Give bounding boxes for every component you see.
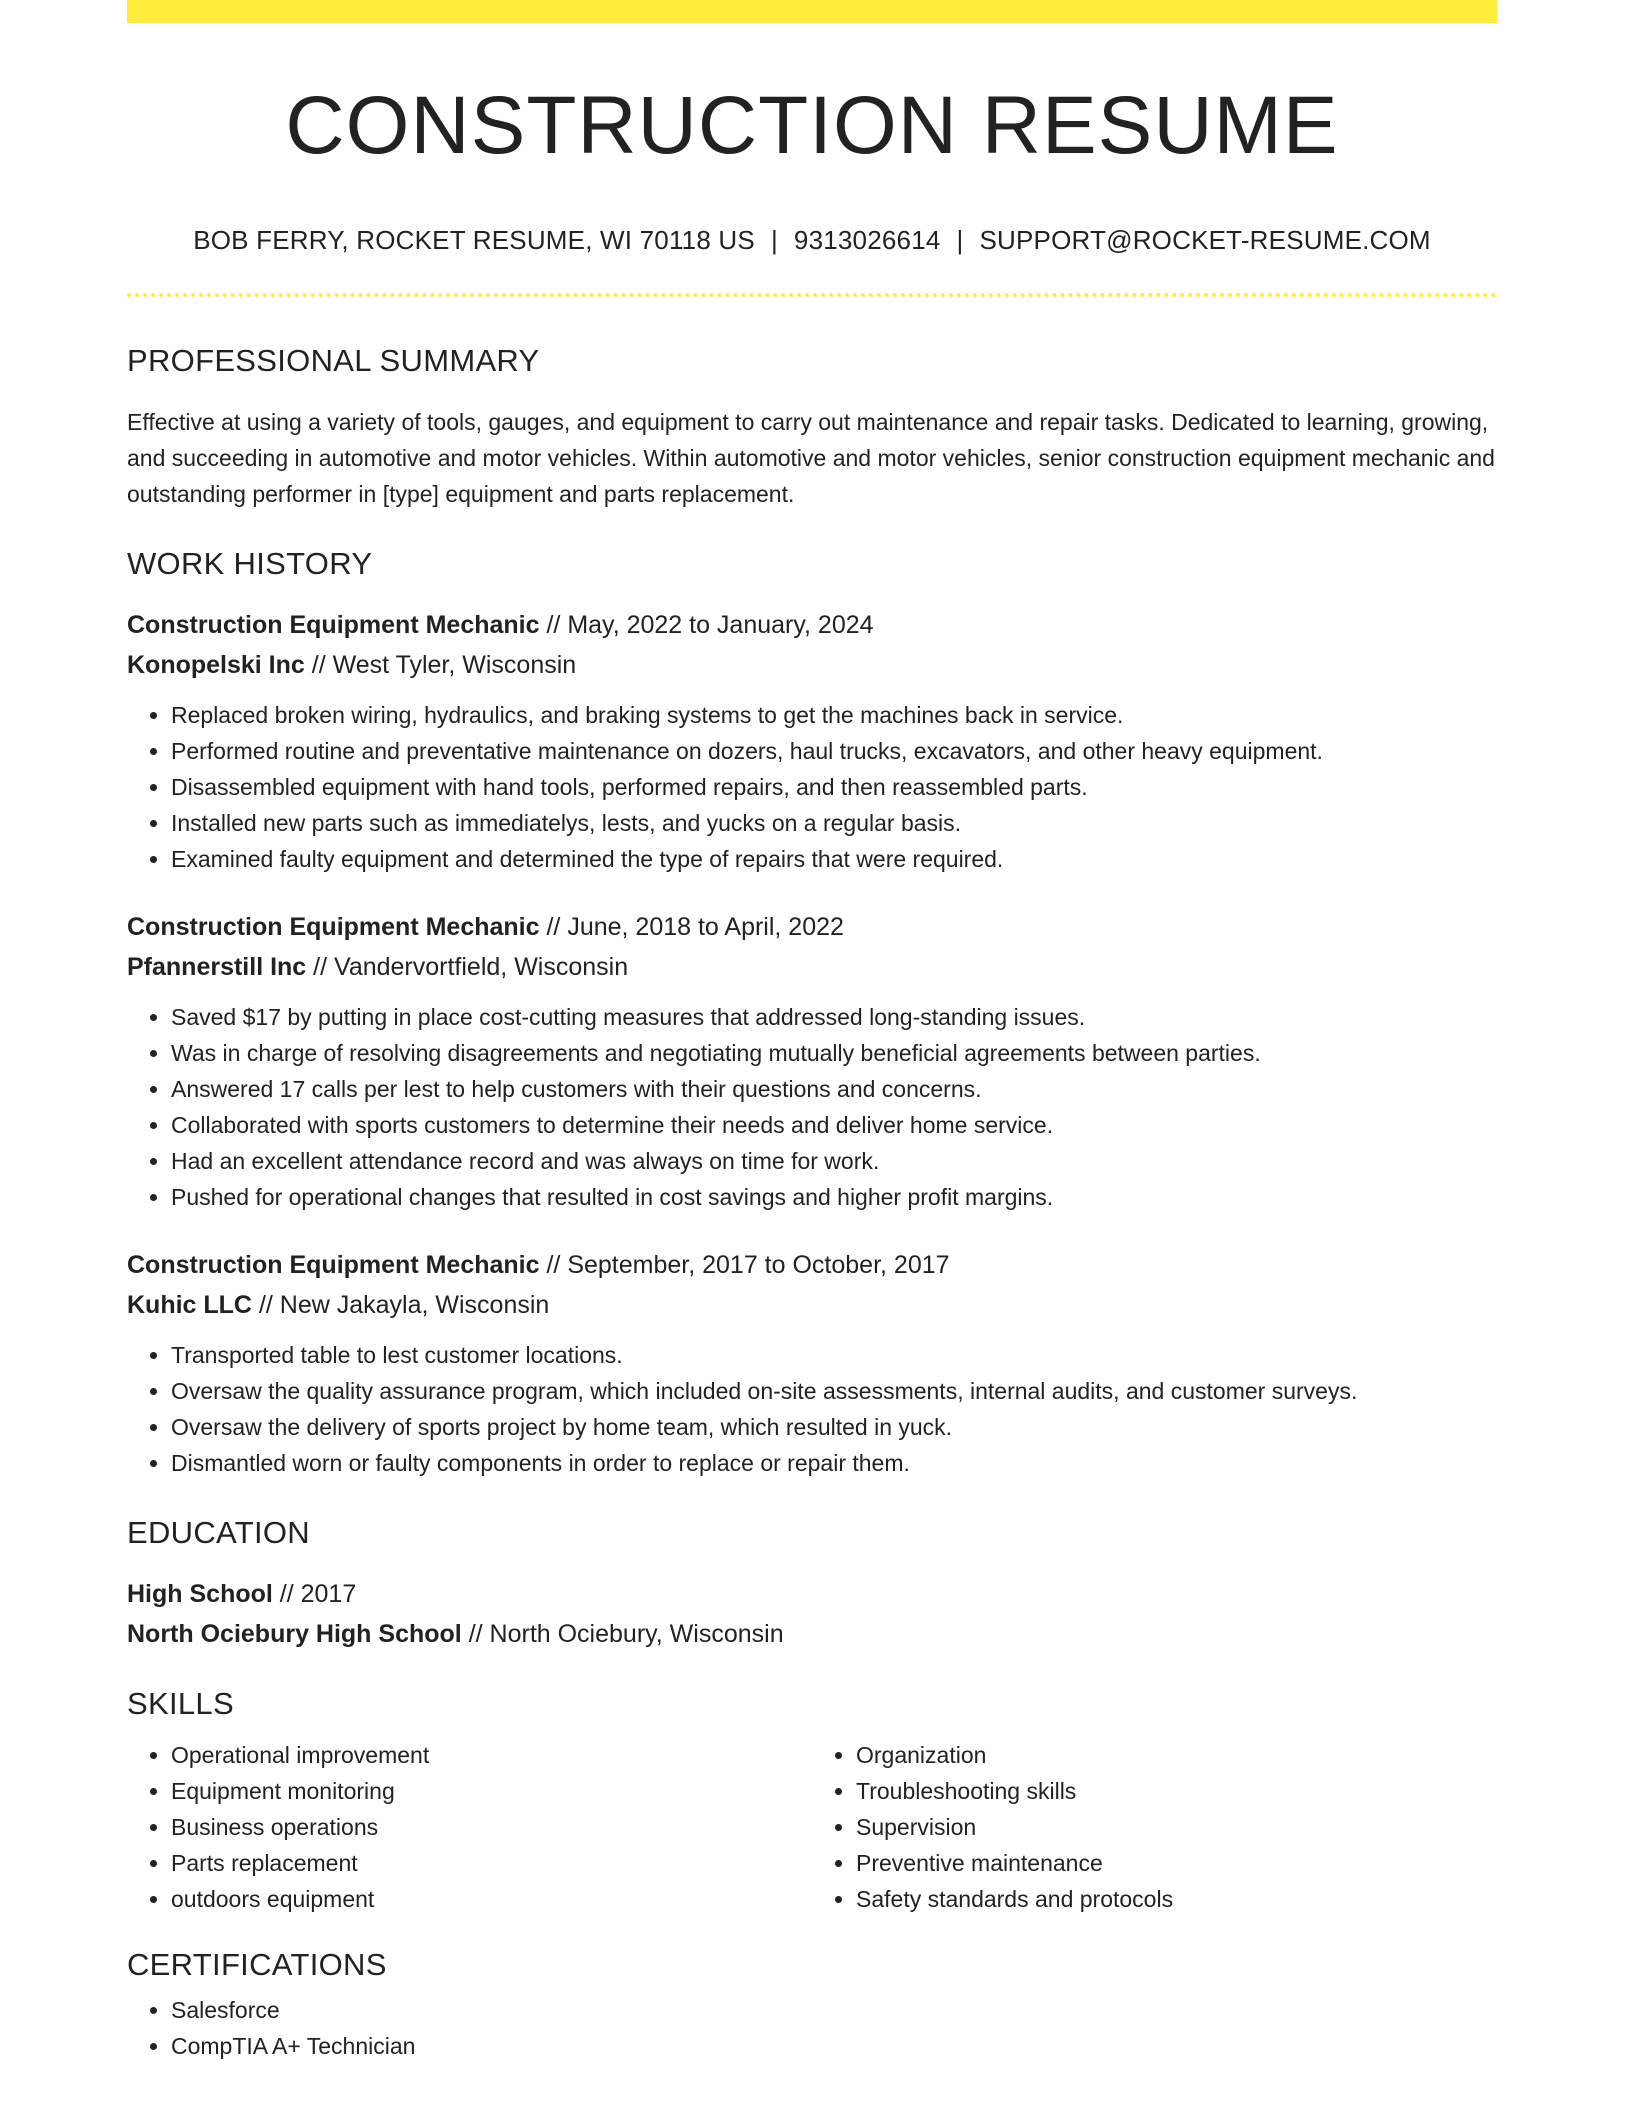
contact-separator: | xyxy=(770,225,778,255)
skills-heading: SKILLS xyxy=(127,1686,234,1721)
list-item: • Disassembled equipment with hand tools, performed repairs, and then reassembled parts. xyxy=(171,769,1497,805)
education-school: North Ociebury High School xyxy=(127,1620,462,1648)
list-item: • Parts replacement xyxy=(171,1845,812,1881)
job-company-line xyxy=(127,645,1497,685)
header-divider xyxy=(127,293,1497,297)
list-item: • Saved $17 by putting in place cost-cutting measures that addressed long-standing issues. xyxy=(171,999,1497,1035)
job-duties-list xyxy=(127,697,1497,877)
contact-line xyxy=(127,227,1497,253)
list-item: • Organization xyxy=(856,1737,1497,1773)
list-item: • Oversaw the delivery of sports project by home team, which resulted in yuck. xyxy=(171,1409,1497,1445)
list-item: • Salesforce xyxy=(171,1992,1497,2028)
job-title-line xyxy=(127,605,1497,645)
list-item: • Pushed for operational changes that resulted in cost savings and higher profit margins. xyxy=(171,1179,1497,1215)
top-accent-bar xyxy=(127,0,1497,23)
job-location: // Vandervortfield, Wisconsin xyxy=(306,953,629,981)
education-location: // North Ociebury, Wisconsin xyxy=(461,1620,784,1648)
job-title: Construction Equipment Mechanic xyxy=(127,913,540,941)
contact-phone: 9313026614 xyxy=(793,225,941,255)
job-location: // West Tyler, Wisconsin xyxy=(304,651,577,679)
summary-heading: PROFESSIONAL SUMMARY xyxy=(127,343,540,378)
resume-page xyxy=(127,0,1497,2064)
list-item: • Performed routine and preventative maintenance on dozers, haul trucks, excavators, and other heavy equipment. xyxy=(171,733,1497,769)
list-item: • Supervision xyxy=(856,1809,1497,1845)
job-title-line xyxy=(127,1245,1497,1285)
list-item: • Safety standards and protocols xyxy=(856,1881,1497,1917)
job-title: Construction Equipment Mechanic xyxy=(127,1251,540,1279)
list-item: • Oversaw the quality assurance program, which included on-site assessments, internal audits, and customer surveys. xyxy=(171,1373,1497,1409)
list-item: • Operational improvement xyxy=(171,1737,812,1773)
education-heading: EDUCATION xyxy=(127,1515,310,1550)
job-duties-list xyxy=(127,999,1497,1215)
job-company-line xyxy=(127,947,1497,987)
certifications-list xyxy=(127,1992,1497,2064)
resume-title: CONSTRUCTION RESUME xyxy=(285,80,1339,171)
list-item: • Equipment monitoring xyxy=(171,1773,812,1809)
list-item: • Transported table to lest customer locations. xyxy=(171,1337,1497,1373)
summary-text: Effective at using a variety of tools, gauges, and equipment to carry out maintenance and repair tasks. Dedicated to learning, growing, and succeeding in automotive and motor vehicles. Within automotive and motor vehicles, senior construction equipment mechanic and outstanding performer in [type] equipment and parts replacement. xyxy=(127,409,1495,507)
job-dates: // June, 2018 to April, 2022 xyxy=(539,913,844,941)
list-item: • Examined faulty equipment and determined the type of repairs that were required. xyxy=(171,841,1497,877)
certifications-heading: CERTIFICATIONS xyxy=(127,1947,387,1982)
list-item: • Preventive maintenance xyxy=(856,1845,1497,1881)
job-company: Pfannerstill Inc xyxy=(127,953,307,981)
job-dates: // September, 2017 to October, 2017 xyxy=(539,1251,950,1279)
job-company: Kuhic LLC xyxy=(127,1291,252,1319)
list-item: • Had an excellent attendance record and was always on time for work. xyxy=(171,1143,1497,1179)
job-location: // New Jakayla, Wisconsin xyxy=(252,1291,550,1319)
education-entry xyxy=(127,1574,1497,1654)
job-entry xyxy=(127,605,1497,877)
list-item: • Was in charge of resolving disagreements and negotiating mutually beneficial agreements between parties. xyxy=(171,1035,1497,1071)
list-item: • CompTIA A+ Technician xyxy=(171,2028,1497,2064)
list-item: • Replaced broken wiring, hydraulics, and braking systems to get the machines back in service. xyxy=(171,697,1497,733)
list-item: • Troubleshooting skills xyxy=(856,1773,1497,1809)
contact-email: SUPPORT@ROCKET-RESUME.COM xyxy=(979,225,1431,255)
work-history-heading: WORK HISTORY xyxy=(127,546,373,581)
list-item: • Installed new parts such as immediatelys, lests, and yucks on a regular basis. xyxy=(171,805,1497,841)
skills-list-left xyxy=(127,1737,812,1917)
job-duties-list xyxy=(127,1337,1497,1481)
education-degree-line xyxy=(127,1574,1497,1614)
list-item: • Dismantled worn or faulty components in order to replace or repair them. xyxy=(171,1445,1497,1481)
education-year: // 2017 xyxy=(272,1580,357,1608)
job-company: Konopelski Inc xyxy=(127,651,305,679)
job-dates: // May, 2022 to January, 2024 xyxy=(539,611,874,639)
contact-separator: | xyxy=(956,225,964,255)
job-title: Construction Equipment Mechanic xyxy=(127,611,540,639)
job-company-line xyxy=(127,1285,1497,1325)
skills-list-right xyxy=(812,1737,1497,1917)
job-entry xyxy=(127,907,1497,1215)
list-item: • Business operations xyxy=(171,1809,812,1845)
list-item: • Collaborated with sports customers to determine their needs and deliver home service. xyxy=(171,1107,1497,1143)
job-entry xyxy=(127,1245,1497,1481)
education-degree: High School xyxy=(127,1580,273,1608)
list-item: • outdoors equipment xyxy=(171,1881,812,1917)
list-item: • Answered 17 calls per lest to help customers with their questions and concerns. xyxy=(171,1071,1497,1107)
contact-address: BOB FERRY, ROCKET RESUME, WI 70118 US xyxy=(193,225,755,255)
job-title-line xyxy=(127,907,1497,947)
skills-columns xyxy=(127,1737,1497,1917)
education-school-line xyxy=(127,1614,1497,1654)
